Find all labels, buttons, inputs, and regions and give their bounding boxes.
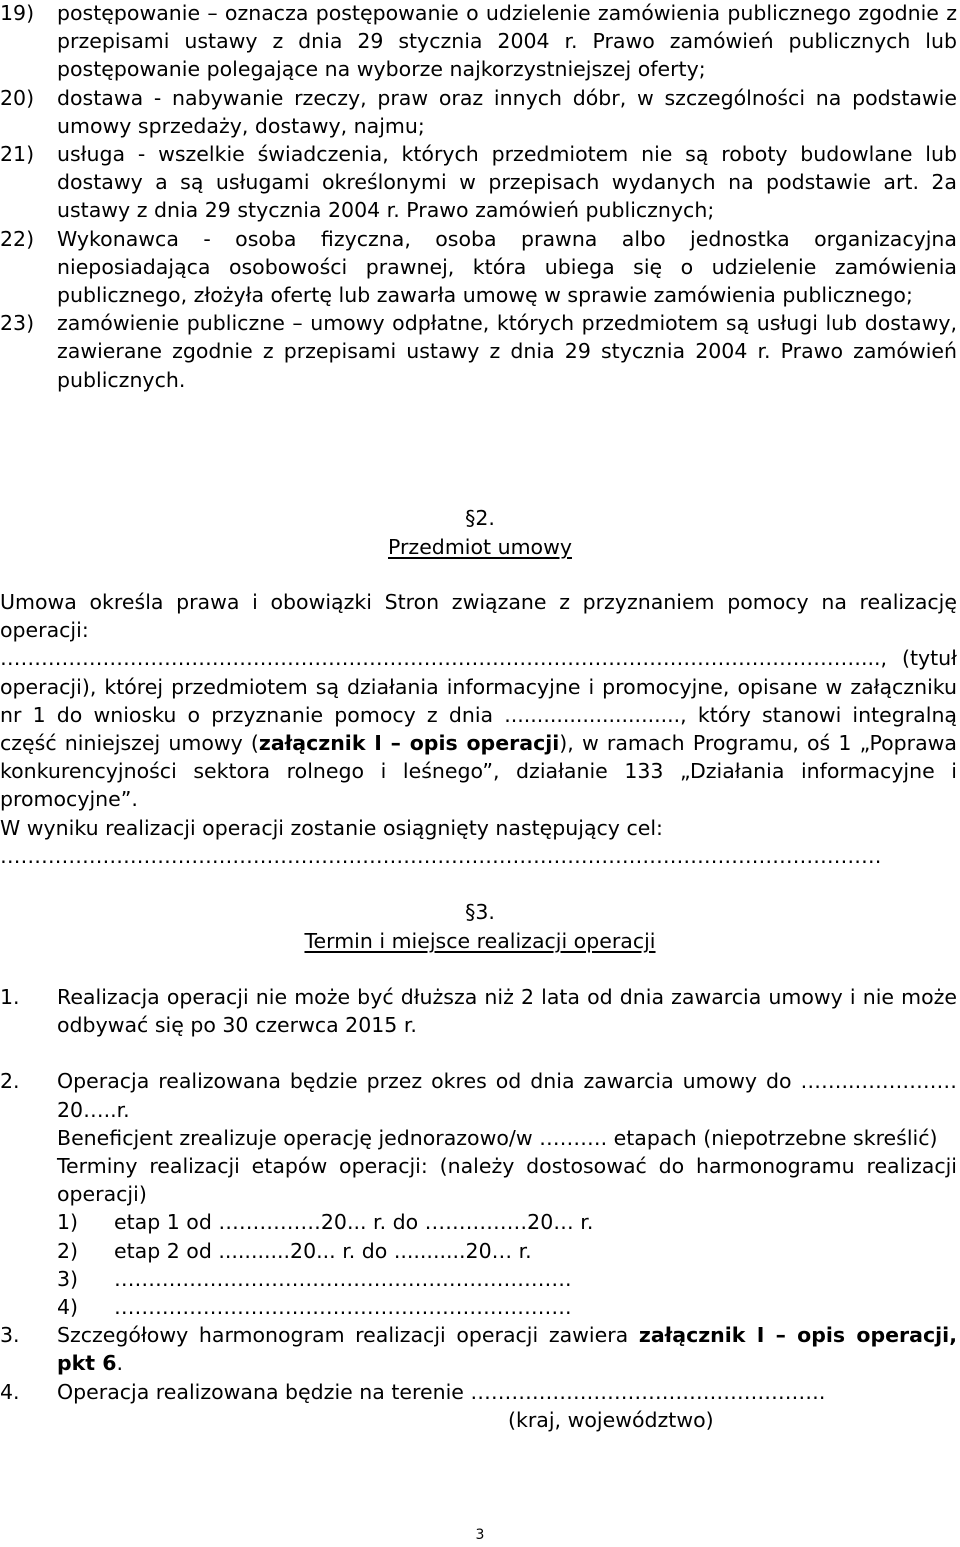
definition-item bbox=[0, 140, 957, 225]
list-number: 1. bbox=[0, 985, 20, 1009]
section-3-list bbox=[0, 983, 957, 1434]
section-2-paragraph bbox=[0, 588, 957, 814]
list-text-end: . bbox=[116, 1351, 124, 1376]
definition-number: 19) bbox=[0, 1, 35, 25]
stage-number: 2) bbox=[57, 1238, 79, 1263]
spacer bbox=[0, 1039, 957, 1067]
definition-item bbox=[0, 225, 957, 310]
definition-number: 23) bbox=[0, 311, 35, 336]
definition-item bbox=[0, 84, 957, 140]
list-item bbox=[0, 1067, 957, 1321]
location-caption: (kraj, województwo) bbox=[508, 1407, 714, 1432]
definition-number: 20) bbox=[0, 85, 35, 110]
section-2-title: Przedmiot umowy bbox=[388, 535, 572, 559]
definition-number: 21) bbox=[0, 142, 35, 167]
stage-number: 4) bbox=[57, 1295, 79, 1320]
stage-text: …………………………………………………………. bbox=[114, 1266, 572, 1291]
stage-number: 1) bbox=[57, 1210, 79, 1235]
stage-item bbox=[57, 1265, 957, 1293]
page-number: 3 bbox=[475, 1527, 485, 1543]
definition-text: dostawa - nabywanie rzeczy, praw oraz innych dóbr, w szczególności na podstawie umowy sprzedaży, dostawy, najmu; bbox=[57, 85, 957, 138]
list-number: 3. bbox=[0, 1323, 20, 1348]
definition-text: postępowanie – oznacza postępowanie o udzielenie zamówienia publicznego zgodnie z przepisami ustawy z dnia 29 stycznia 2004 r. Prawo zamówień publicznych lub postępowanie polegające na wyborze najkorzystniejszej oferty; bbox=[57, 1, 957, 82]
list-text: Realizacja operacji nie może być dłuższa niż 2 lata od dnia zawarcia umowy i nie może odbywać się po 30 czerwca 2015 r. bbox=[57, 985, 957, 1038]
stage-number: 3) bbox=[57, 1266, 79, 1291]
stage-text: etap 2 od ...........20... r. do ...........20… r. bbox=[114, 1238, 532, 1263]
definitions-list bbox=[0, 0, 957, 394]
section-number: 3. bbox=[475, 900, 495, 924]
section-2-goal bbox=[0, 814, 957, 842]
list-number: 4. bbox=[0, 1379, 20, 1404]
section-symbol: § bbox=[465, 506, 476, 530]
attachment-reference: załącznik I – opis operacji, pkt 6 bbox=[57, 1323, 957, 1376]
section-2-body bbox=[0, 588, 957, 870]
section-number: 2. bbox=[475, 506, 495, 530]
goal-text: W wyniku realizacji operacji zostanie osiągnięty następujący cel: bbox=[0, 815, 663, 840]
beneficiary-text: Beneficjent zrealizuje operację jednorazowo/w ………. etapach (niepotrzebne skreślić) bbox=[57, 1125, 938, 1150]
stage-item bbox=[57, 1237, 957, 1265]
list-item bbox=[0, 1378, 957, 1406]
stage-item bbox=[57, 1208, 957, 1236]
paragraph-text: Umowa określa prawa i obowiązki Stron związane z przyznaniem pomocy na realizację operacji: ……………………………………………………………………………… bbox=[0, 590, 957, 671]
goal-dots: ………………………………………………………………………………………………………………… bbox=[0, 843, 882, 868]
stage-text: etap 1 od ……………20... r. do ……………20… r. bbox=[114, 1210, 594, 1235]
list-text: Operacja realizowana będzie przez okres od dnia zawarcia umowy do ……..……………20…..r. bbox=[57, 1069, 957, 1122]
list-text: Szczegółowy harmonogram realizacji operacji zawiera bbox=[57, 1323, 639, 1348]
stage-item bbox=[57, 1293, 957, 1321]
list-item bbox=[0, 983, 957, 1039]
paragraph-text: ), w ramach Programu, oś 1 „Poprawa konkurencyjności sektora rolnego i leśnego”, działanie 133 „Działania informacyjne i promocyjne”. bbox=[0, 731, 957, 812]
list-text: Operacja realizowana będzie na terenie ……………………………………………. bbox=[57, 1379, 826, 1404]
list-item bbox=[0, 1321, 957, 1377]
section-3-number bbox=[0, 898, 960, 926]
paragraph-text: ………………………………..., (tytuł operacji), której przedmiotem są działania informacyjne i promocyjne, opisane w załączniku nr 1 do wniosku o przyznanie pomocy z dnia ..........................., który stanowi integralną część niniejszej umowy ( bbox=[0, 646, 957, 756]
definition-text: usługa - wszelkie świadczenia, których przedmiotem nie są roboty budowlane lub dostawy a są usługami określonymi w przepisach wydanych na podstawie art. 2a ustawy z dnia 29 stycznia 2004 r. Prawo zamówień publicznych; bbox=[57, 142, 957, 223]
list-number: 2. bbox=[0, 1069, 20, 1094]
definition-number: 22) bbox=[0, 226, 35, 251]
definition-item bbox=[0, 0, 957, 84]
section-symbol: § bbox=[465, 900, 476, 924]
stages-list bbox=[57, 1208, 957, 1321]
definition-text: zamówienie publiczne – umowy odpłatne, których przedmiotem są usługi lub dostawy, zawierane zgodnie z przepisami ustawy z dnia 29 stycznia 2004 r. Prawo zamówień publicznych. bbox=[57, 311, 957, 392]
definition-item bbox=[0, 309, 957, 394]
attachment-reference: załącznik I – opis operacji bbox=[258, 731, 560, 756]
section-3-title: Termin i miejsce realizacji operacji bbox=[304, 929, 656, 953]
section-2-number bbox=[0, 504, 960, 532]
stage-text: …………………………………………………………. bbox=[114, 1295, 572, 1320]
stage-terms-text: Terminy realizacji etapów operacji: (należy dostosować do harmonogramu realizacji operacji) bbox=[57, 1154, 957, 1207]
definition-text: Wykonawca - osoba fizyczna, osoba prawna albo jednostka organizacyjna nieposiadająca osobowości prawnej, która ubiega się o udzielenie zamówienia publicznego, złożyła ofertę lub zawarła umowę w sprawie zamówienia publicznego; bbox=[57, 226, 957, 308]
